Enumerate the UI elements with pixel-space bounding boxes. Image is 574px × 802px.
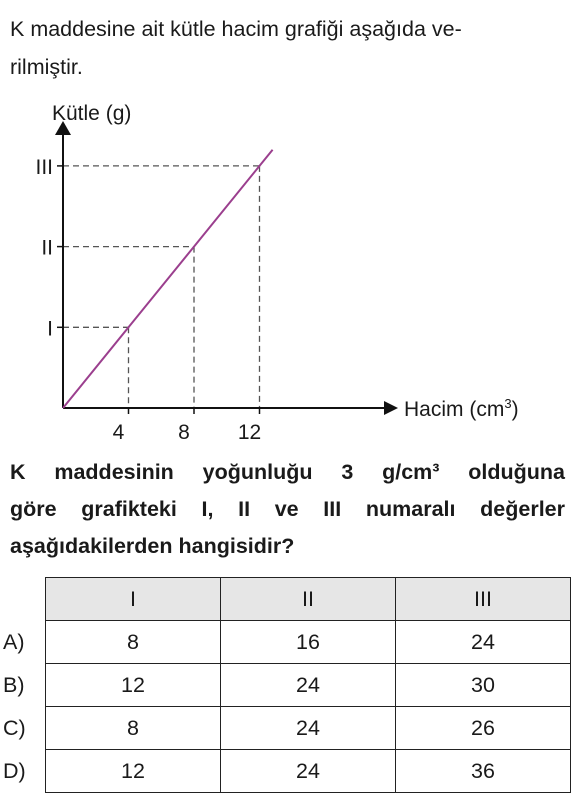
option-row-c[interactable] [0,707,571,750]
answer-table-header [0,578,571,621]
mass-volume-line [63,150,273,408]
option-value: 12 [46,664,221,707]
option-row-d[interactable] [0,750,571,793]
option-value: 24 [221,664,396,707]
mass-volume-chart [0,95,574,445]
question-line-1: K maddesinin yoğunluğu 3 g/cm³ olduğuna [10,460,565,484]
question-text [10,454,565,565]
option-value: 8 [46,707,221,750]
header-spacer [0,578,46,621]
header-col-III: III [396,578,571,621]
x-axis-label: Hacim $(cm^3)$ [404,396,519,421]
intro-line-2: rilmiştir. [10,55,83,79]
answer-table [0,577,571,793]
option-label[interactable]: C) [3,715,26,740]
x-tick-label: 8 [178,421,190,444]
x-tick-label: 12 [237,421,262,444]
option-label[interactable]: D) [3,758,26,783]
y-tick-label: I [47,317,53,341]
x-tick-label: 4 [112,421,125,444]
option-value: 8 [46,621,221,664]
option-value: 30 [396,664,571,707]
option-label[interactable]: B) [3,672,25,697]
option-value: 24 [221,707,396,750]
option-value: 26 [396,707,571,750]
option-row-b[interactable] [0,664,571,707]
option-value: 36 [396,750,571,793]
option-value: 24 [396,621,571,664]
option-value: 12 [46,750,221,793]
intro-text [10,10,565,86]
option-value: 24 [221,750,396,793]
question-line-3: aşağıdakilerden hangisidir? [10,534,295,558]
y-tick-label: II [41,236,53,260]
header-col-I: I [46,578,221,621]
intro-line-1: K maddesine ait kütle hacim grafiği aşağıda ve- [10,17,462,41]
option-label[interactable]: A) [3,629,25,654]
y-tick-label: III [35,155,53,179]
x-axis-arrow [384,401,398,415]
y-axis-label: Kütle (g) [52,102,132,125]
question-line-2: göre grafikteki I, II ve III numaralı değerler [10,497,565,521]
option-row-a[interactable] [0,621,571,664]
header-col-II: II [221,578,396,621]
chart-svg [0,95,574,445]
option-value: 16 [221,621,396,664]
